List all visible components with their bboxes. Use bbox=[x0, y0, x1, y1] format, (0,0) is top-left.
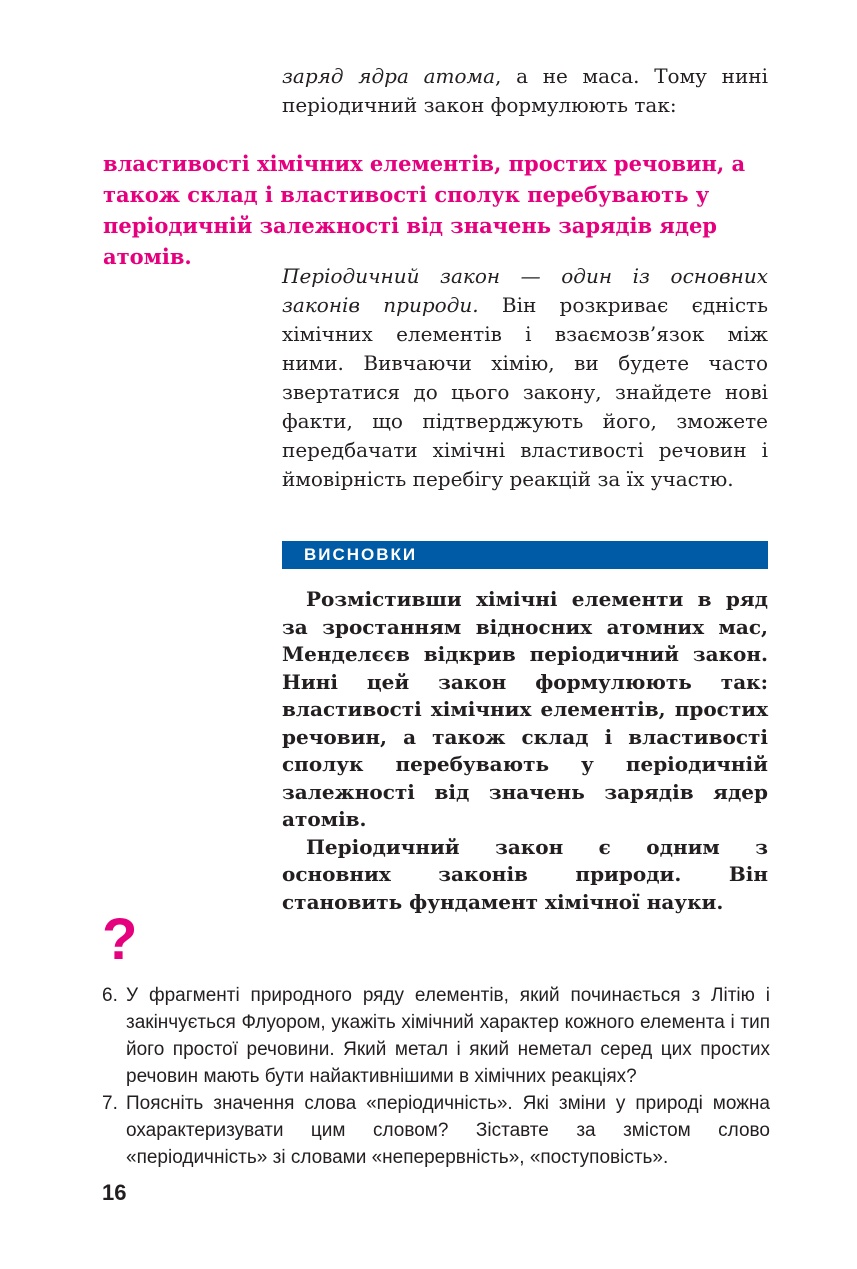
intro-paragraph bbox=[282, 62, 768, 120]
conclusions-heading: ВИСНОВКИ bbox=[304, 545, 418, 564]
question-number: 7. bbox=[102, 1093, 118, 1114]
question-number: 6. bbox=[102, 985, 118, 1006]
question-text: У фрагменті природного ряду елементів, який починається з Літію і закінчується Флуором, укажіть хімічний характер кожного елемента і тип його простої речовини. Який метал і який неметал серед цих простих речовин мають бути найактивнішими в хімічних реакціях? bbox=[126, 985, 770, 1087]
law-statement: властивості хімічних елементів, простих речовин, а також склад і властивості сполук перебувають у періодичній залежності від значень зарядів ядер атомів. bbox=[103, 151, 746, 269]
questions-icon: ? bbox=[102, 907, 138, 972]
page-number: 16 bbox=[102, 1180, 127, 1205]
periodic-law-text: Він розкриває єдність хімічних елементів і взаємозв’язок між ними. Вивчаючи хімію, ви будете часто звертатися до цього закону, знайдете нові факти, що підтверджують його, зможете передбачати хімічні властивості речовин і ймовірність перебігу реакцій за їх участю. bbox=[282, 293, 768, 491]
question-text: Поясніть значення слова «періодичність». Які зміни у природі можна охарактеризувати цим словом? Зіставте за змістом слово «періодичність» зі словами «неперервність», «поступовість». bbox=[126, 1093, 770, 1168]
conclusions-heading-bar bbox=[282, 541, 768, 569]
intro-italic: заряд ядра атома bbox=[282, 64, 496, 88]
questions-list bbox=[102, 982, 770, 1171]
question-item bbox=[102, 1090, 770, 1171]
conclusion-paragraph: Періодичний закон є одним з основних законів природи. Він становить фундамент хімічної науки. bbox=[282, 834, 768, 914]
question-item bbox=[102, 982, 770, 1090]
periodic-law-lead: Періодичний закон — один із основних законів природи. bbox=[282, 264, 768, 317]
periodic-law-paragraph bbox=[282, 262, 768, 494]
intro-text: , а не маса. Тому нині періодичний закон формулюють так: bbox=[282, 64, 768, 117]
conclusion-paragraph: Розмістивши хімічні елементи в ряд за зростанням відносних атомних мас, Менделєєв відкрив періодичний закон. Нині цей закон формулюють так: властивості хімічних елементів, простих речовин, а також склад і властивості сполук перебувають у періодичній залежності від значень зарядів ядер атомів. bbox=[282, 587, 768, 831]
conclusions-block bbox=[282, 586, 768, 916]
